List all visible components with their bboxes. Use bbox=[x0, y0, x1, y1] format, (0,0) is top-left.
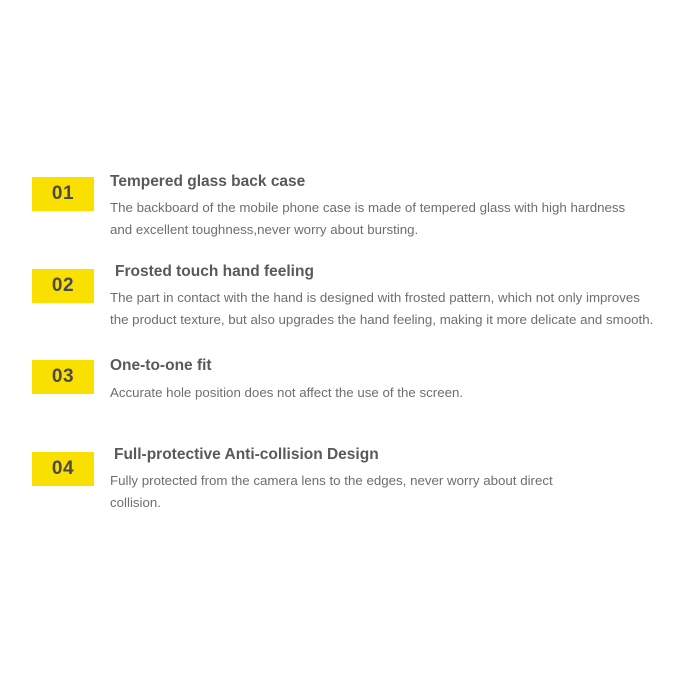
feature-title: One-to-one fit bbox=[110, 357, 212, 375]
feature-item bbox=[0, 356, 700, 403]
feature-description: The backboard of the mobile phone case is made of tempered glass with high hardness and excellent toughness,never worry about bursting. bbox=[110, 200, 626, 237]
feature-item bbox=[0, 172, 700, 240]
feature-description: Fully protected from the camera lens to the edges, never worry about direct collision. bbox=[110, 473, 553, 510]
feature-number-badge: 02 bbox=[32, 269, 94, 303]
feature-title: Tempered glass back case bbox=[110, 173, 306, 190]
feature-title: Frosted touch hand feeling bbox=[115, 263, 314, 281]
feature-number-badge: 04 bbox=[32, 452, 94, 486]
feature-title: Full-protective Anti-collision Design bbox=[114, 446, 379, 464]
feature-text-block bbox=[110, 172, 700, 240]
feature-text-block bbox=[110, 445, 700, 513]
feature-list bbox=[0, 172, 700, 525]
feature-number-badge: 03 bbox=[32, 360, 94, 394]
feature-item bbox=[0, 445, 700, 513]
feature-description: The part in contact with the hand is designed with frosted pattern, which not only improves the product texture, but also upgrades the hand feeling, making it more delicate and smooth. bbox=[110, 290, 654, 327]
feature-text-block bbox=[110, 262, 700, 330]
feature-text-block bbox=[110, 356, 518, 403]
feature-item bbox=[0, 262, 700, 330]
feature-description: Accurate hole position does not affect the use of the screen. bbox=[110, 384, 464, 400]
feature-number-badge: 01 bbox=[32, 177, 94, 211]
